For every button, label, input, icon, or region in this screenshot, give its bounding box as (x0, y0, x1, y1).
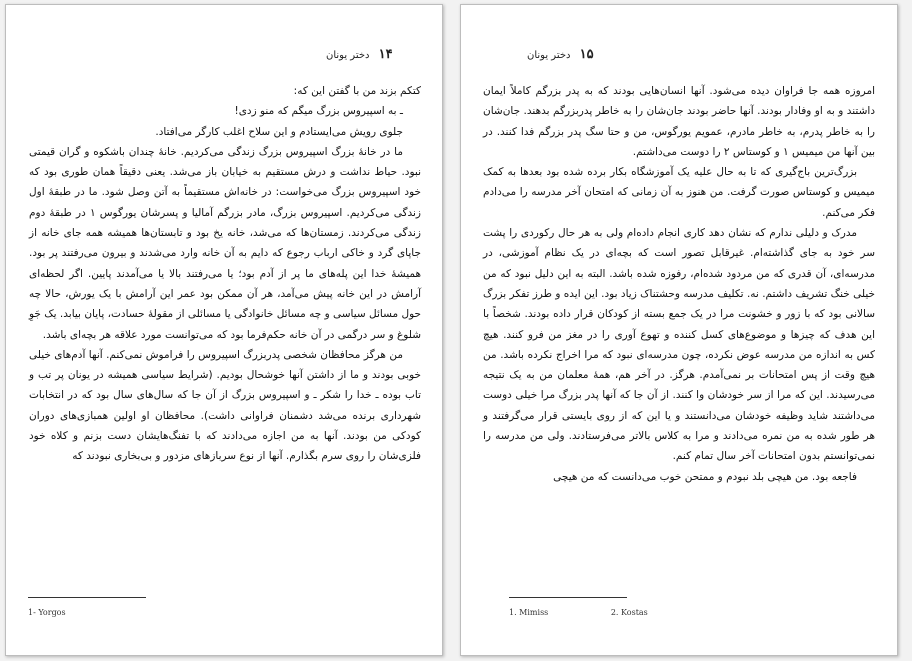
page-number: ۱۴ (378, 47, 393, 62)
book-page-right (460, 4, 898, 656)
page-body (29, 81, 421, 467)
footnote: 1- Yorgos (28, 608, 66, 617)
footnote: 2. Kostas (610, 608, 648, 617)
paragraph: امروزه همه جا فراوان دیده می‌شود. آنها انسان‌هایی بودند که به پدر بزرگم کاملاً ایمان داشتند و به او وفادار بودند. آنها حاضر بودند جان‌شان را به خاطر پدربزرگم بدهند. جان‌شان را به خاطر پدرم، به خاطر مادرم، عمویم یورگوس، من و حتا سگ پدر بزرگم فدا کنند. در بین آنها من میمیس ۱ و کوستاس ۲ را دوست می‌داشتم. (483, 85, 875, 158)
page-header (527, 47, 594, 62)
paragraph: ـ به اسپیروس بزرگ میگم که منو زدی! (234, 105, 403, 118)
paragraph: کتکم بزند من با گفتن این که: (293, 85, 421, 97)
footnote-divider (28, 597, 146, 598)
footnotes (509, 608, 708, 617)
paragraph: مدرک و دلیلی ندارم که نشان دهد کاری انجام داده‌ام ولی به هر حال رکوردی را پشت سر خود به جای گذاشته‌ام. غیرقابل تصور است که بچه‌ای در یک نظام آموزشی، در مدرسه‌ای، آن قدری که من مردود شده‌ام، رفوزه شده باشد. البته به این دلیل نبود که من خیلی خنگ تشریف داشتم. نه. تکلیف مدرسه وحشتناک زیاد بود. این ایده و طرز تفکر بزرگ سالانی بود که با زور و خشونت مرا در یک جمع بسته از کودکان قرار داده بودند. شخصاً با این هدف که چیزها و موضوع‌های کسل کننده و تهوع آوری را در مغز من فرو کنند. هیچ کس به اندازه من مدرسه عوض نکرده، چون مدرسه‌ای نبود که مرا اخراج نکرده باشد. من هیچ وقت از پس امتحانات بر نمی‌آمدم. هرگز. در آخر هم، همهٔ معلمان من به یک نتیجه می‌رسیدند. این که مرا از سر خودشان وا کنند. از آن جا که آنها پدر بزرگ مرا خیلی دوست می‌داشتند شاید وظیفه خودشان می‌دانستند و یا این که از روی بایستی قرار می‌گرفتند و هر طور شده به من نمره می‌دادند و مرا به کلاس بالاتر می‌فرستادند. ولی من مدرسه را نمی‌توانستم بدون امتحانات آخر سال تمام کنم. (483, 227, 875, 463)
running-head: دختر یونان (527, 50, 571, 61)
book-page-left (5, 4, 443, 656)
paragraph: ما در خانهٔ بزرگ اسپیروس بزرگ زندگی می‌کردیم. خانهٔ چندان باشکوه و گران قیمتی نبود. حیاط نداشت و درش مستقیم به خیابان باز می‌شد. یعنی دقیقاً همان طوری بود که خود اسپیروس بزرگ می‌خواست: در خانه‌اش مستقیماً به آتن وصل شود. ما در طبقهٔ اول زندگی می‌کردیم. اسپیروس بزرگ، مادر بزرگم آمالیا و پسرشان یورگوس ۱ در طبقهٔ دوم زندگی می‌کردند. زمستان‌ها که می‌شد، خانه یخ بود و تابستان‌ها همیشه همه جای خانه از جاپای گرد و خاکی ارباب رجوع که دایم به آن خانه وارد می‌شدند و بیرون می‌رفتند پر بود. همیشهٔ خدا این پله‌های ما پر از آدم بود؛ یا می‌رفتند بالا یا می‌آمدند پایین. اگر لحظه‌ای آرامش در این خانه پیش می‌آمد، هر آن ممکن بود عمر این آرامش با یک یورش، حالا چه حول مسائل سیاسی و چه مسائل خانوادگی یا مسائلی از مقولهٔ حسادت، پایان بیابد. یک جَوِ شلوغ و سر درگمی در آن خانه حکم‌فرما بود که می‌توانست مورد علاقه هر بچه‌ای باشد. (29, 145, 421, 341)
footnote: 1. Mimiss (509, 608, 549, 617)
paragraph: جلوی رویش می‌ایستادم و این سلاح اغلب کارگر می‌افتاد. (155, 125, 403, 138)
paragraph: بزرگ‌ترین باج‌گیری که تا به حال علیه یک آموزشگاه بکار برده شده بود بعدها به کمک میمیس و کوستاس صورت گرفت. من هنوز به آن زمانی که امتحان آخر مدرسه را می‌دادم فکر می‌کنم. (483, 166, 875, 219)
footnote-divider (509, 597, 627, 598)
page-number: ۱۵ (579, 47, 594, 62)
running-head: دختر یونان (326, 50, 370, 61)
page-header (326, 47, 393, 62)
page-body (483, 81, 875, 487)
footnotes (28, 608, 126, 617)
paragraph: فاجعه بود. من هیچی بلد نبودم و ممتحن خوب می‌دانست که من هیچی (553, 470, 857, 483)
paragraph: من هرگز محافظان شخصی پدربزرگ اسپیروس را فراموش نمی‌کنم. آنها آدم‌های خیلی خوبی بودند و ما از داشتن آنها خوشحال بودیم. (شرایط سیاسی همیشه در یونان پر تب و تاب بوده ـ خدا را شکر ـ و اسپیروس بزرگ از آن جا که سال‌های سال بود که در انتخابات شهرداری برنده می‌شد دشمنان فراوانی داشت). محافظان او اولین همبازی‌های دوران کودکی من بودند. آنها به من اجازه می‌دادند که با تفنگ‌هایشان دست بزنم و کلاه خود فلزی‌شان را روی سرم بگذارم. آنها از نوع سربازهای مزدور و بی‌بخاری نبودند که (29, 348, 421, 463)
